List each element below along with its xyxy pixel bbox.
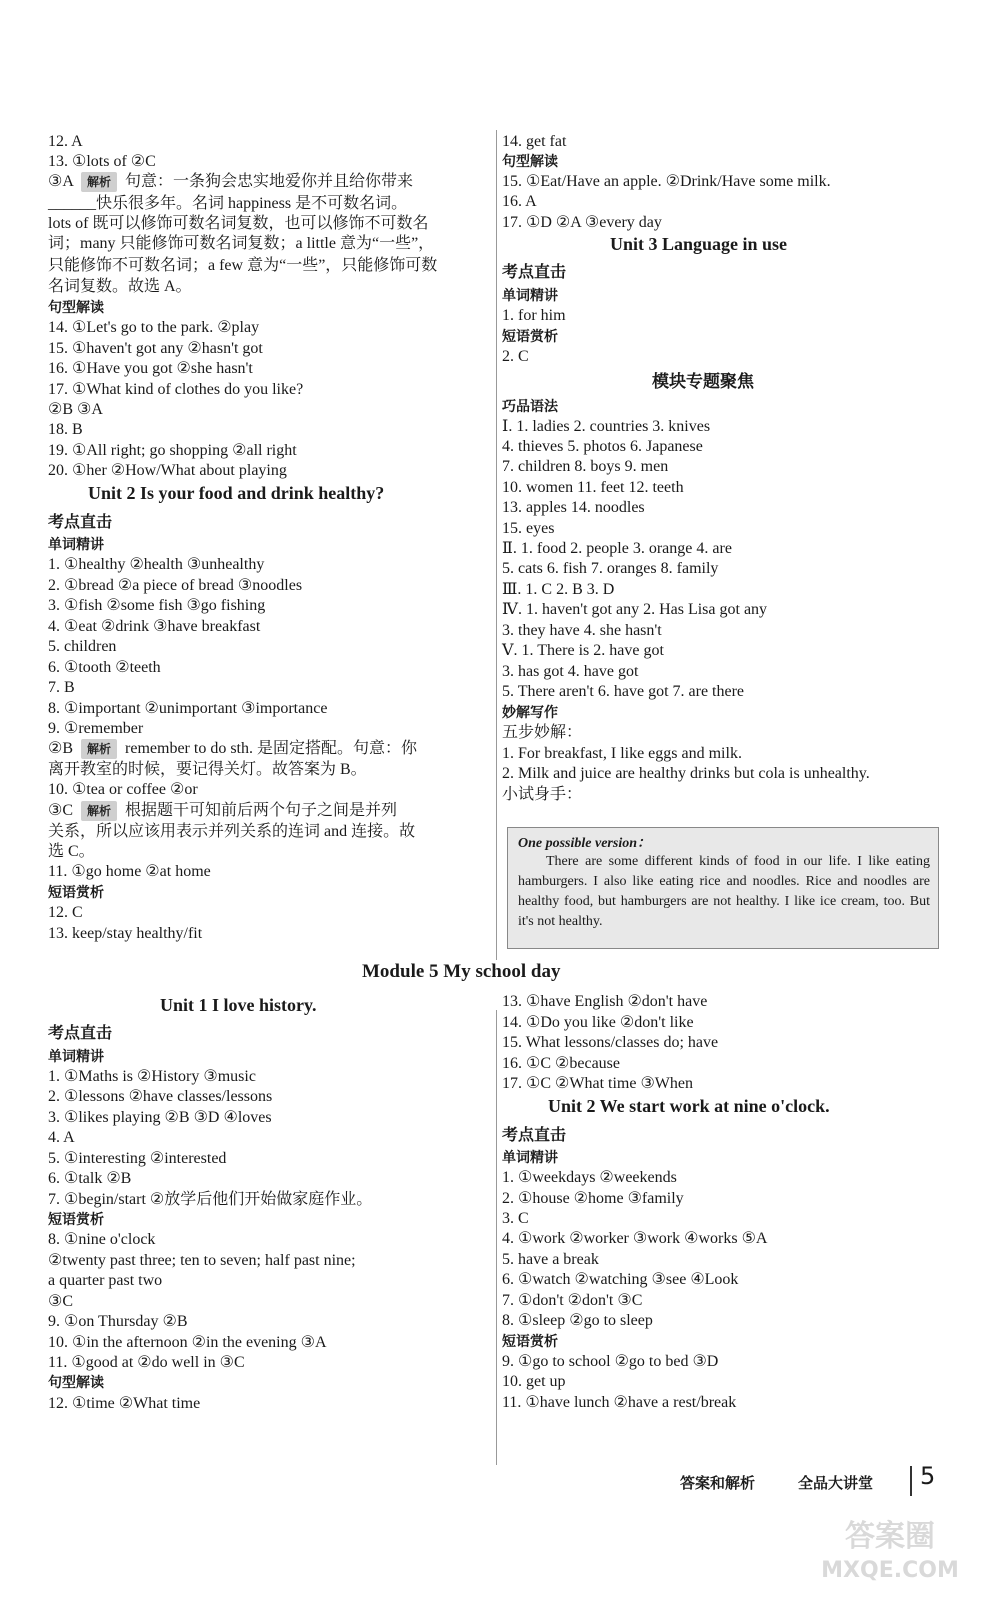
answer-line: 离开教室的时候，要记得关灯。故答案为 B。 bbox=[48, 761, 367, 778]
unit-title: Unit 2 Is your food and drink healthy? bbox=[88, 483, 385, 503]
answer-line: 16. ①Have you got ②she hasn't bbox=[48, 360, 253, 377]
answer-line: 14. get fat bbox=[502, 133, 567, 150]
answer-line: 10. ①in the afternoon ②in the evening ③A bbox=[48, 1334, 327, 1351]
answer-line: 1. ①healthy ②health ③unhealthy bbox=[48, 556, 265, 573]
analysis-tag: 解析 bbox=[81, 172, 117, 192]
answer-line: 词；many 只能修饰可数名词复数；a little 意为“一些”， bbox=[48, 235, 435, 252]
answer-line: 5. There aren't 6. have got 7. are there bbox=[502, 683, 745, 700]
answer-line: 4. thieves 5. photos 6. Japanese bbox=[502, 438, 703, 455]
answer-line: 15. What lessons/classes do; have bbox=[502, 1034, 719, 1051]
answer-line: Ⅲ. 1. C 2. B 3. D bbox=[502, 581, 615, 598]
answer-line: 17. ①What kind of clothes do you like? bbox=[48, 381, 304, 398]
section-heading: 句型解读 bbox=[48, 1375, 104, 1391]
section-heading: 句型解读 bbox=[502, 154, 558, 170]
answer-line: 4. ①work ②worker ③work ④works ⑤A bbox=[502, 1230, 768, 1247]
answer-line: 3. ①fish ②some fish ③go fishing bbox=[48, 597, 266, 614]
analysis-text: 根据题干可知前后两个句子之间是并列 bbox=[125, 802, 398, 819]
answer-line: 11. ①go home ②at home bbox=[48, 863, 211, 880]
answer-line: 1. ①weekdays ②weekends bbox=[502, 1169, 677, 1186]
answer-line: 1. for him bbox=[502, 307, 566, 324]
answer-line: 关系，所以应该用表示并列关系的连词 and 连接。故 bbox=[48, 823, 416, 840]
answer-line: 4. A bbox=[48, 1129, 75, 1146]
answer-line: 7. B bbox=[48, 679, 75, 696]
analysis-text: 句意：一条狗会忠实地爱你并且给你带来 bbox=[125, 173, 414, 190]
sample-title: One possible version： bbox=[518, 836, 651, 851]
answer-line: 7. ①don't ②don't ③C bbox=[502, 1292, 643, 1309]
answer-line: 17. ①D ②A ③every day bbox=[502, 214, 662, 231]
answer-line: 13. keep/stay healthy/fit bbox=[48, 925, 203, 942]
answer-text: ③C bbox=[48, 802, 74, 819]
answer-line: 15. ①Eat/Have an apple. ②Drink/Have some milk. bbox=[502, 173, 831, 190]
answer-line bbox=[48, 172, 413, 192]
answer-line: 11. ①good at ②do well in ③C bbox=[48, 1354, 245, 1371]
answer-line: 12. C bbox=[48, 904, 83, 921]
answer-line: Ⅰ. 1. ladies 2. countries 3. knives bbox=[502, 418, 711, 435]
answer-line: 3. has got 4. have got bbox=[502, 663, 639, 680]
answer-line: 名词复数。故选 A。 bbox=[48, 278, 192, 295]
answer-line bbox=[48, 801, 397, 821]
column-divider-top bbox=[496, 130, 497, 960]
answer-line: 12. ①time ②What time bbox=[48, 1395, 201, 1412]
answer-line: 2. ①bread ②a piece of bread ③noodles bbox=[48, 577, 303, 594]
answer-line: 6. ①tooth ②teeth bbox=[48, 659, 161, 676]
column-divider-bottom bbox=[496, 1010, 497, 1465]
answer-line: 1. ①Maths is ②History ③music bbox=[48, 1068, 256, 1085]
section-heading: 巧品语法 bbox=[502, 399, 558, 415]
watermark-line1: 答案圈 bbox=[845, 1519, 935, 1554]
section-heading: 单词精讲 bbox=[48, 1049, 104, 1065]
answer-line: 8. ①important ②unimportant ③importance bbox=[48, 700, 328, 717]
answer-line: 9. ①go to school ②go to bed ③D bbox=[502, 1353, 719, 1370]
answer-text: ③A bbox=[48, 173, 74, 190]
answer-line: 13. ①have English ②don't have bbox=[502, 993, 708, 1010]
watermark bbox=[800, 1520, 980, 1590]
module-title: Module 5 My school day bbox=[362, 961, 561, 982]
answer-line: 2. Milk and juice are healthy drinks but cola is unhealthy. bbox=[502, 765, 870, 782]
section-heading: 单词精讲 bbox=[48, 537, 104, 553]
section-heading: 妙解写作 bbox=[502, 705, 558, 721]
answer-line bbox=[48, 739, 417, 759]
analysis-text: remember to do sth. 是固定搭配。句意：你 bbox=[125, 740, 418, 757]
analysis-tag: 解析 bbox=[81, 801, 117, 821]
answer-line: 小试身手： bbox=[502, 786, 583, 803]
answer-line: 20. ①her ②How/What about playing bbox=[48, 462, 287, 479]
sample-text: There are some different kinds of food in our life. I like eating hamburgers. I also like eating rice and noodles. Rice and noodles are healthy food, but hamburgers are not healthy. I like ice cream, too. But it's not healthy. bbox=[518, 854, 930, 929]
watermark-line2: MXQE.COM bbox=[821, 1558, 959, 1583]
answer-line: ②B ③A bbox=[48, 401, 103, 418]
answer-line: ______快乐很多年。名词 happiness 是不可数名词。 bbox=[48, 195, 408, 212]
answer-line: 2. ①lessons ②have classes/lessons bbox=[48, 1088, 273, 1105]
answer-line: 3. they have 4. she hasn't bbox=[502, 622, 662, 639]
answer-line: ②twenty past three; ten to seven; half past nine; bbox=[48, 1252, 356, 1269]
focus-title: 模块专题聚焦 bbox=[652, 372, 754, 392]
answer-line: 13. ①lots of ②C bbox=[48, 153, 156, 170]
section-heading: 单词精讲 bbox=[502, 1150, 558, 1166]
answer-line: 5. children bbox=[48, 638, 117, 655]
section-heading: 短语赏析 bbox=[48, 1212, 104, 1228]
answer-line: 5. have a break bbox=[502, 1251, 599, 1268]
answer-line: 7. ①begin/start ②放学后他们开始做家庭作业。 bbox=[48, 1191, 373, 1208]
footer-divider bbox=[910, 1466, 912, 1496]
answer-line: 选 C。 bbox=[48, 843, 95, 860]
answer-line: lots of 既可以修饰可数名词复数，也可以修饰不可数名 bbox=[48, 215, 429, 232]
answer-line: 只能修饰不可数名词；a few 意为“一些”，只能修饰可数 bbox=[48, 257, 438, 274]
footer-brand: 全品大讲堂 bbox=[798, 1474, 874, 1492]
answer-line: 14. ①Let's go to the park. ②play bbox=[48, 319, 260, 336]
answer-line: 2. ①house ②home ③family bbox=[502, 1190, 684, 1207]
answer-line: 9. ①on Thursday ②B bbox=[48, 1313, 188, 1330]
answer-line: 14. ①Do you like ②don't like bbox=[502, 1014, 694, 1031]
answer-line: 10. women 11. feet 12. teeth bbox=[502, 479, 684, 496]
answer-line: 6. ①watch ②watching ③see ④Look bbox=[502, 1271, 739, 1288]
answer-line: 11. ①have lunch ②have a rest/break bbox=[502, 1394, 737, 1411]
answer-line: a quarter past two bbox=[48, 1272, 163, 1289]
answer-line: Ⅴ. 1. There is 2. have got bbox=[502, 642, 664, 659]
section-heading: 考点直击 bbox=[502, 1125, 567, 1144]
section-heading: 短语赏析 bbox=[502, 1334, 558, 1350]
answer-line: 8. ①sleep ②go to sleep bbox=[502, 1312, 653, 1329]
sample-essay-box bbox=[507, 827, 939, 949]
answer-line: 8. ①nine o'clock bbox=[48, 1231, 156, 1248]
answer-line: 19. ①All right; go shopping ②all right bbox=[48, 442, 297, 459]
answer-line: 10. ①tea or coffee ②or bbox=[48, 781, 198, 798]
section-heading: 考点直击 bbox=[502, 262, 567, 281]
section-heading: 句型解读 bbox=[48, 300, 104, 316]
footer-answers-label: 答案和解析 bbox=[680, 1474, 756, 1492]
answer-line: 15. ①haven't got any ②hasn't got bbox=[48, 340, 263, 357]
answer-line: 17. ①C ②What time ③When bbox=[502, 1075, 693, 1092]
section-heading: 短语赏析 bbox=[502, 329, 558, 345]
answer-line: 10. get up bbox=[502, 1373, 566, 1390]
answer-line: 3. C bbox=[502, 1210, 529, 1227]
page-number: 5 bbox=[920, 1462, 936, 1490]
answer-line: 3. ①likes playing ②B ③D ④loves bbox=[48, 1109, 272, 1126]
answer-line: 5. cats 6. fish 7. oranges 8. family bbox=[502, 560, 719, 577]
answer-line: 13. apples 14. noodles bbox=[502, 499, 645, 516]
answer-line: 7. children 8. boys 9. men bbox=[502, 458, 669, 475]
answer-line: 12. A bbox=[48, 133, 83, 150]
unit-title: Unit 3 Language in use bbox=[610, 234, 788, 254]
analysis-tag: 解析 bbox=[81, 739, 117, 759]
answer-line: 5. ①interesting ②interested bbox=[48, 1150, 227, 1167]
answer-line: 6. ①talk ②B bbox=[48, 1170, 132, 1187]
answer-line: 16. A bbox=[502, 193, 537, 210]
answer-line: Ⅱ. 1. food 2. people 3. orange 4. are bbox=[502, 540, 732, 557]
section-heading: 短语赏析 bbox=[48, 885, 104, 901]
answer-line: 2. C bbox=[502, 348, 529, 365]
answer-line: 16. ①C ②because bbox=[502, 1055, 620, 1072]
answer-text: ②B bbox=[48, 740, 74, 757]
section-heading: 单词精讲 bbox=[502, 288, 558, 304]
answer-line: 4. ①eat ②drink ③have breakfast bbox=[48, 618, 261, 635]
answer-line: ③C bbox=[48, 1293, 74, 1310]
answer-line: 9. ①remember bbox=[48, 720, 144, 737]
answer-line: 15. eyes bbox=[502, 520, 555, 537]
section-heading: 考点直击 bbox=[48, 1023, 113, 1042]
unit-title: Unit 1 I love history. bbox=[160, 995, 317, 1015]
answer-line: 18. B bbox=[48, 421, 83, 438]
unit-title: Unit 2 We start work at nine o'clock. bbox=[548, 1096, 830, 1116]
answer-line: 五步妙解： bbox=[502, 724, 583, 741]
answer-line: Ⅳ. 1. haven't got any 2. Has Lisa got any bbox=[502, 601, 768, 618]
answer-line: 1. For breakfast, I like eggs and milk. bbox=[502, 745, 742, 762]
section-heading: 考点直击 bbox=[48, 512, 113, 531]
